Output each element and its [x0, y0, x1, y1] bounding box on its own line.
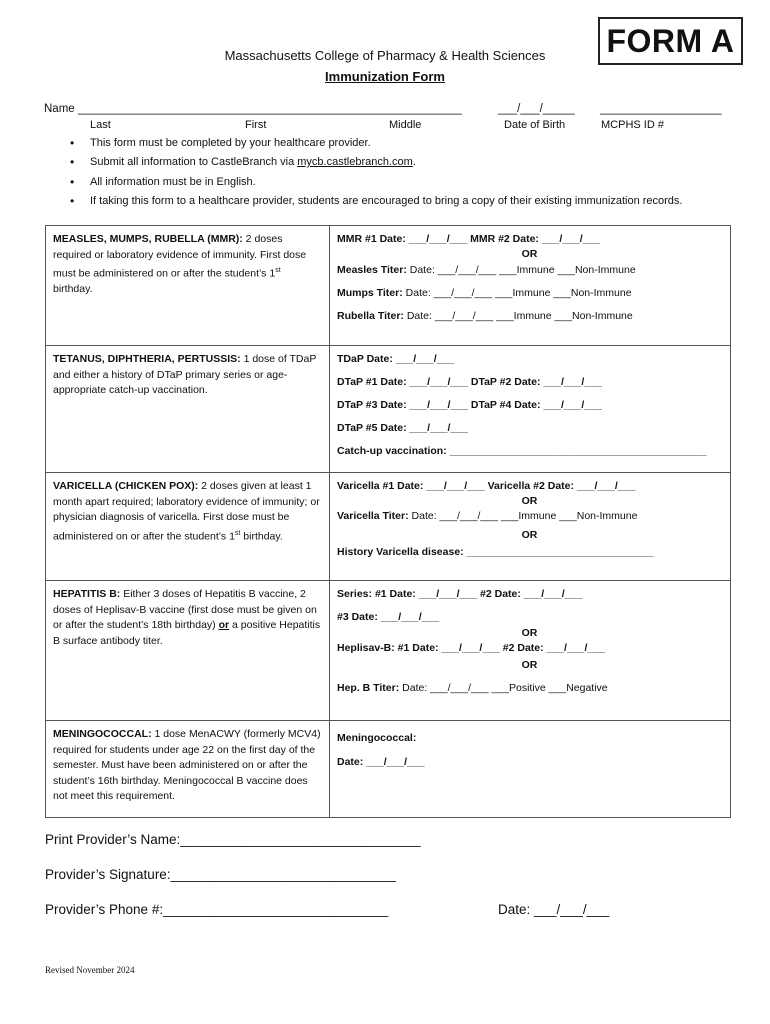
varicella-row [46, 473, 731, 581]
revision-note: Revised November 2024 [45, 965, 135, 975]
immunization-table [45, 225, 731, 818]
form-badge: FORM A [598, 17, 743, 65]
mcphs-id-label: MCPHS ID # [601, 119, 664, 131]
name-label: Name [44, 103, 75, 115]
meningococcal-requirement: MENINGOCOCCAL: 1 dose MenACWY (formerly MCV4) required for students under age 22 on the first day of the semester. Must have been administered on or after the student’s 16th birthday. Meningococcal B vaccine does not meet this requirement. [46, 721, 330, 818]
provider-phone-field[interactable]: Provider’s Phone #:______________________________ [45, 902, 389, 917]
hepb-requirement: HEPATITIS B: Either 3 doses of Hepatitis B vaccine, 2 doses of Heplisav-B vaccine (first dose must be given on or after the student’s 18th birthday) or a positive Hepatitis B surface antibody titer. [46, 581, 330, 721]
meningococcal-row [46, 721, 731, 818]
instruction-item: • Submit all information to CastleBranch via mycb.castlebranch.com. [70, 156, 682, 175]
college-name: Massachusetts College of Pharmacy & Health Sciences [224, 48, 546, 63]
instructions-list [70, 137, 682, 214]
hepb-entry[interactable]: Series: #1 Date: ___/___/___ #2 Date: ___/___/___ #3 Date: ___/___/___ OR Heplisav-B: #1 Date: ___/___/___ #2 Date: ___/___/___ OR Hep. B Titer: Date: ___/___/___ ___Positive ___Negative [330, 581, 731, 721]
provider-signature-field[interactable]: Provider’s Signature:______________________________ [45, 867, 396, 882]
mmr-row [46, 226, 731, 346]
first-label: First [245, 119, 267, 131]
instruction-item: • This form must be completed by your healthcare provider. [70, 137, 682, 156]
hepb-row [46, 581, 731, 721]
meningococcal-entry[interactable]: Meningococcal: Date: ___/___/___ [330, 721, 731, 818]
mcphs-id-field[interactable]: ___________________ [600, 103, 722, 115]
mmr-requirement: MEASLES, MUMPS, RUBELLA (MMR): 2 doses required or laboratory evidence of immunity. First dose must be administered on or after the student’s 1st birthday. [46, 226, 330, 346]
instruction-item: • All information must be in English. [70, 176, 682, 195]
name-field[interactable]: ____________________________________________________________ [78, 103, 462, 115]
dob-label: Date of Birth [504, 119, 566, 131]
provider-name-field[interactable]: Print Provider’s Name:________________________________ [45, 832, 421, 847]
provider-date-field[interactable]: Date: ___/___/___ [498, 902, 610, 917]
form-title: Immunization Form [325, 69, 445, 84]
dob-field[interactable]: ___/___/_____ [498, 103, 575, 115]
instruction-item: • If taking this form to a healthcare provider, students are encouraged to bring a copy of their existing immunization records. [70, 195, 682, 214]
castlebranch-link[interactable]: mycb.castlebranch.com [297, 156, 413, 169]
varicella-requirement: VARICELLA (CHICKEN POX): 2 doses given at least 1 month apart required; laboratory evidence of immunity; or physician diagnosis of varicella. First dose must be administered on or after the student’s 1st birthday. [46, 473, 330, 581]
tdap-row [46, 346, 731, 473]
tdap-requirement: TETANUS, DIPHTHERIA, PERTUSSIS: 1 dose of TDaP and either a history of DTaP primary series or age-appropriate catch-up vaccination. [46, 346, 330, 473]
last-label: Last [90, 119, 111, 131]
middle-label: Middle [389, 119, 422, 131]
tdap-entry[interactable]: TDaP Date: ___/___/___ DTaP #1 Date: ___/___/___ DTaP #2 Date: ___/___/___ DTaP #3 Date: ___/___/___ DTaP #4 Date: ___/___/___ DTaP #5 Date: ___/___/___ Catch-up vaccination: ____________________________________________ [330, 346, 731, 473]
mmr-entry[interactable]: MMR #1 Date: ___/___/___ MMR #2 Date: ___/___/___ OR Measles Titer: Date: ___/___/___ ___Immune ___Non-Immune Mumps Titer: Date: ___/___/___ ___Immune ___Non-Immune Rubella Titer: Date: ___/___/___ ___Immune ___Non-Immune [330, 226, 731, 346]
varicella-entry[interactable]: Varicella #1 Date: ___/___/___ Varicella #2 Date: ___/___/___ OR Varicella Titer: Date: ___/___/___ ___Immune ___Non-Immune OR History Varicella disease: ________________________________ [330, 473, 731, 581]
